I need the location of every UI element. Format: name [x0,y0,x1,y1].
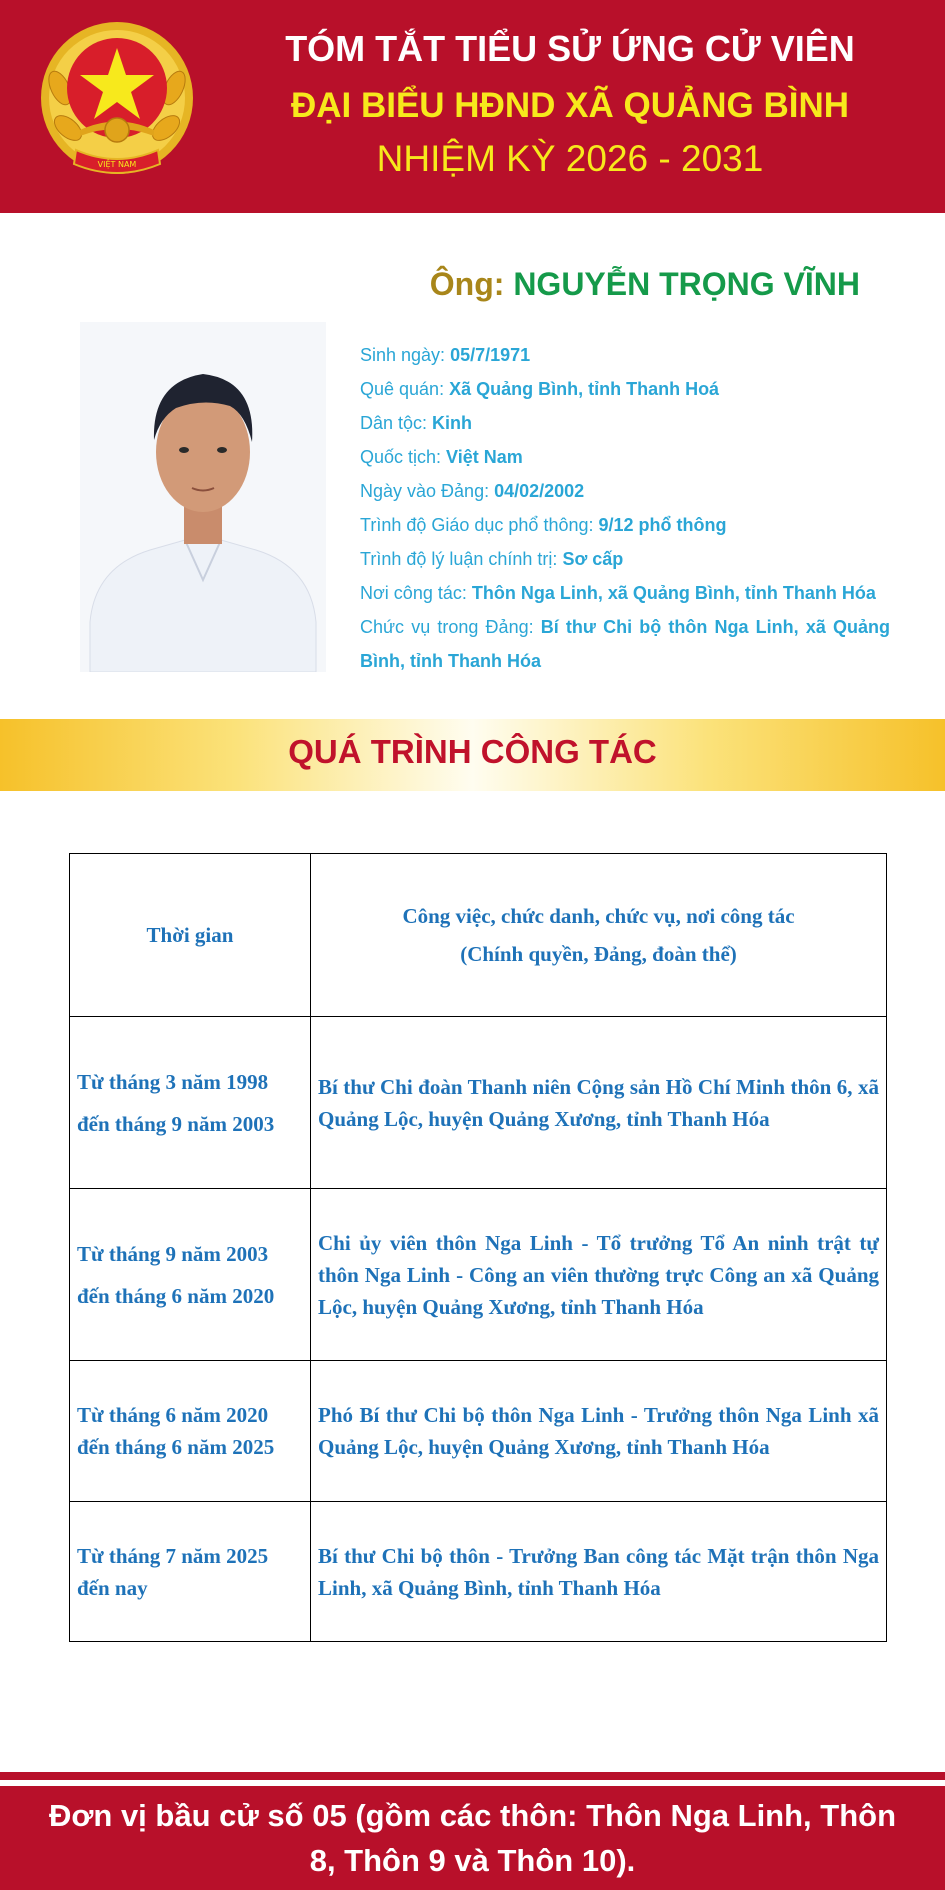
info-label: Trình độ lý luận chính trị: [360,549,563,569]
table-header-row [70,854,887,1017]
info-nationality [360,440,890,474]
table-row [70,1502,887,1642]
info-value: Bí thư Chi bộ thôn Nga Linh, xã Quảng Bình, tỉnh Thanh Hóa [360,617,890,671]
info-workplace [360,576,890,610]
candidate-info [360,338,890,678]
info-value: 04/02/2002 [494,481,585,501]
header-title: TÓM TẮT TIỂU SỬ ỨNG CỬ VIÊN [285,28,855,69]
header-desc [311,854,887,1017]
info-label: Quốc tịch: [360,447,447,467]
header-term: NHIỆM KỲ 2026 - 2031 [376,138,764,179]
svg-text:VIỆT NAM: VIỆT NAM [97,160,137,169]
name-prefix: Ông: [429,266,514,302]
info-value: Xã Quảng Bình, tỉnh Thanh Hoá [449,379,720,399]
table-row [70,1361,887,1502]
national-emblem-icon [38,18,196,182]
row-time: Từ tháng 7 năm 2025 đến nay [70,1502,311,1642]
info-hometown [360,372,890,406]
info-value: Việt Nam [446,447,523,467]
header-time: Thời gian [70,854,311,1017]
row-time: Từ tháng 3 năm 1998 đến tháng 9 năm 2003 [70,1017,311,1189]
info-label: Trình độ Giáo dục phổ thông: [360,515,599,535]
info-ethnicity [360,406,890,440]
info-value: 9/12 phổ thông [598,515,727,535]
header-subtitle: ĐẠI BIỂU HĐND XÃ QUẢNG BÌNH [290,86,850,125]
row-desc: Phó Bí thư Chi bộ thôn Nga Linh - Trưởng thôn Nga Linh xã Quảng Lộc, huyện Quảng Xương, tỉnh Thanh Hóa [311,1361,887,1502]
candidate-name [300,266,860,303]
table-row [70,1189,887,1361]
info-party-position [360,610,890,678]
info-label: Chức vụ trong Đảng: [360,617,541,637]
info-value: Sơ cấp [562,549,624,569]
name-value: NGUYỄN TRỌNG VĨNH [513,266,860,302]
info-value: 05/7/1971 [450,345,531,365]
section-title: QUÁ TRÌNH CÔNG TÁC [288,733,657,770]
info-label: Sinh ngày: [360,345,451,365]
info-political-theory [360,542,890,576]
info-label: Ngày vào Đảng: [360,481,495,501]
info-education [360,508,890,542]
info-label: Quê quán: [360,379,450,399]
row-time: Từ tháng 6 năm 2020 đến tháng 6 năm 2025 [70,1361,311,1502]
header-desc-line1: Công việc, chức danh, chức vụ, nơi công tác [402,904,795,928]
electoral-unit-text: Đơn vị bầu cử số 05 (gồm các thôn: Thôn Nga Linh, Thôn 8, Thôn 9 và Thôn 10). [48,1798,897,1878]
info-label: Nơi công tác: [360,583,472,603]
footer-divider [0,1772,945,1780]
info-label: Dân tộc: [360,413,433,433]
info-value: Thôn Nga Linh, xã Quảng Bình, tỉnh Thanh Hóa [471,583,876,603]
row-desc: Bí thư Chi đoàn Thanh niên Cộng sản Hồ Chí Minh thôn 6, xã Quảng Lộc, huyện Quảng Xương, tỉnh Thanh Hóa [311,1017,887,1189]
row-desc: Bí thư Chi bộ thôn - Trưởng Ban công tác Mặt trận thôn Nga Linh, xã Quảng Bình, tỉnh Thanh Hóa [311,1502,887,1642]
work-history-table [69,853,887,1642]
table-row [70,1017,887,1189]
portrait-photo [80,322,326,672]
info-party-join-date [360,474,890,508]
row-time: Từ tháng 9 năm 2003 đến tháng 6 năm 2020 [70,1189,311,1361]
info-birthdate [360,338,890,372]
header-desc-line2: (Chính quyền, Đảng, đoàn thể) [460,942,737,966]
info-value: Kinh [432,413,473,433]
row-desc: Chi ủy viên thôn Nga Linh - Tổ trưởng Tổ An ninh trật tự thôn Nga Linh - Công an viên thường trực Công an xã Quảng Lộc, huyện Quảng Xương, tỉnh Thanh Hóa [311,1189,887,1361]
